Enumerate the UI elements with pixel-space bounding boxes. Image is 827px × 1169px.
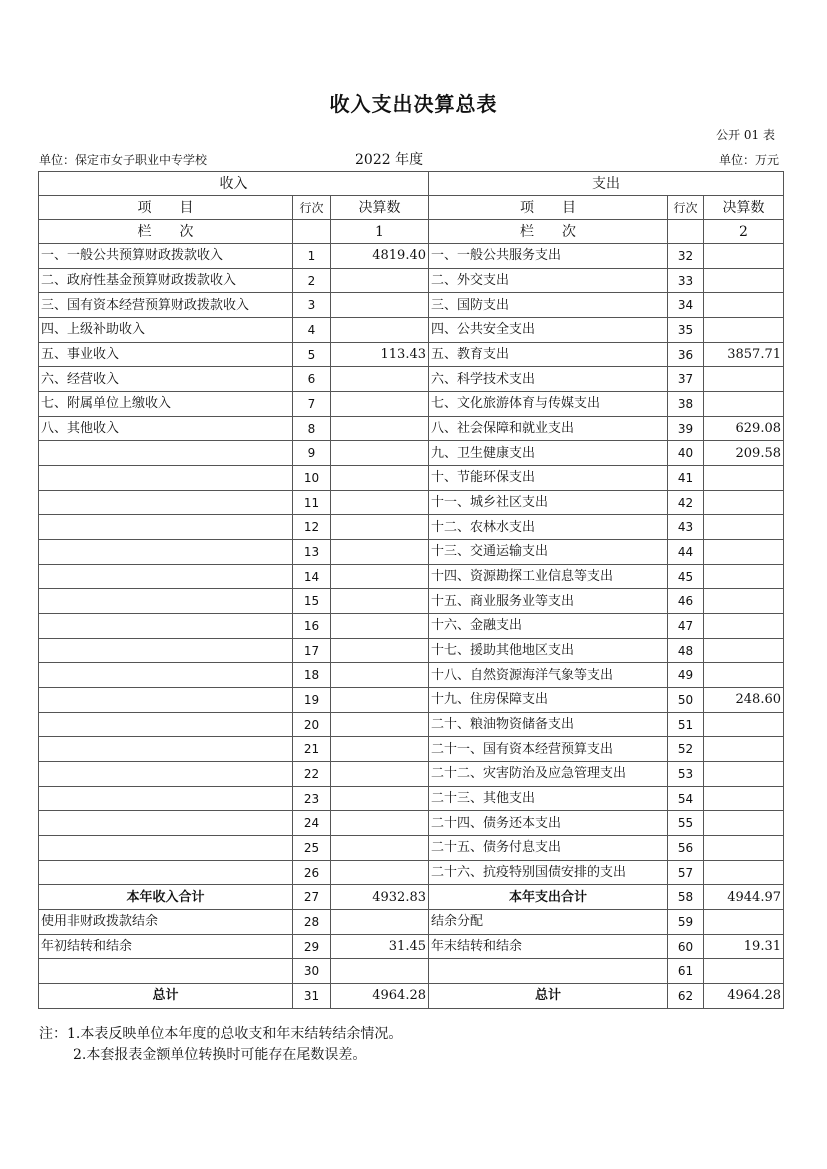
- expense-row-number: 32: [668, 244, 704, 269]
- income-amount: [331, 663, 429, 688]
- income-row-number: 24: [293, 811, 331, 836]
- expense-amount: [704, 836, 784, 861]
- expense-amount: 4964.28: [704, 984, 784, 1009]
- table-row: [39, 416, 784, 441]
- income-amount: [331, 268, 429, 293]
- income-item: 使用非财政拨款结余: [39, 910, 293, 935]
- table-row: [39, 663, 784, 688]
- expense-lanci-label: 栏 次: [429, 220, 668, 244]
- expense-amount: [704, 638, 784, 663]
- income-item: [39, 638, 293, 663]
- income-row-number: 13: [293, 540, 331, 565]
- expense-item: 十七、援助其他地区支出: [429, 638, 668, 663]
- income-amount: [331, 688, 429, 713]
- income-amount: [331, 540, 429, 565]
- income-row-number: 9: [293, 441, 331, 466]
- expense-amount: [704, 318, 784, 343]
- income-item: [39, 737, 293, 762]
- table-body: [39, 244, 784, 1009]
- income-item: [39, 589, 293, 614]
- section-header-row: [39, 172, 784, 196]
- income-column-number: 1: [331, 220, 429, 244]
- expense-item: 三、国防支出: [429, 293, 668, 318]
- income-row-number: 7: [293, 392, 331, 417]
- table-row: [39, 392, 784, 417]
- expense-amount: [704, 589, 784, 614]
- expense-row-number: 51: [668, 712, 704, 737]
- expense-item: [429, 959, 668, 984]
- expense-row-number: 53: [668, 762, 704, 787]
- table-row: [39, 984, 784, 1009]
- expense-row-number: 34: [668, 293, 704, 318]
- table-row: [39, 934, 784, 959]
- income-row-number: 31: [293, 984, 331, 1009]
- income-amount: [331, 712, 429, 737]
- income-row-number: 10: [293, 466, 331, 491]
- reporting-unit: 单位：保定市女子职业中专学校: [39, 153, 208, 167]
- expense-amount: [704, 959, 784, 984]
- table-row: [39, 342, 784, 367]
- expense-row-number: 60: [668, 934, 704, 959]
- income-item: [39, 688, 293, 713]
- income-row-number: 30: [293, 959, 331, 984]
- expense-amount: [704, 762, 784, 787]
- expense-row-number: 46: [668, 589, 704, 614]
- income-lanci-label: 栏 次: [39, 220, 293, 244]
- income-amount: [331, 836, 429, 861]
- page-title: 收入支出决算总表: [329, 92, 498, 116]
- income-row-number: 5: [293, 342, 331, 367]
- expense-item: 四、公共安全支出: [429, 318, 668, 343]
- expense-row-number: 62: [668, 984, 704, 1009]
- expense-row-number: 33: [668, 268, 704, 293]
- income-amount: 4964.28: [331, 984, 429, 1009]
- expense-lanci-empty: [668, 220, 704, 244]
- footnotes: [39, 1024, 402, 1066]
- income-row-number: 18: [293, 663, 331, 688]
- expense-item: 十、节能环保支出: [429, 466, 668, 491]
- expense-item: 一、一般公共服务支出: [429, 244, 668, 269]
- expense-amount: [704, 293, 784, 318]
- income-row-number: 12: [293, 515, 331, 540]
- expense-item: 二十一、国有资本经营预算支出: [429, 737, 668, 762]
- expense-row-number: 36: [668, 342, 704, 367]
- expense-row-number: 38: [668, 392, 704, 417]
- income-row-number: 3: [293, 293, 331, 318]
- income-item-header: 项 目: [39, 196, 293, 220]
- income-item: [39, 441, 293, 466]
- income-lanci-empty: [293, 220, 331, 244]
- expense-amount: [704, 910, 784, 935]
- expense-amount: [704, 540, 784, 565]
- income-amount: [331, 860, 429, 885]
- income-amount: [331, 515, 429, 540]
- expense-row-number: 48: [668, 638, 704, 663]
- note-1: 注：1.本表反映单位本年度的总收支和年末结转结余情况。: [39, 1026, 403, 1042]
- expense-row-number: 56: [668, 836, 704, 861]
- table-row: [39, 540, 784, 565]
- table-row: [39, 786, 784, 811]
- income-item: [39, 762, 293, 787]
- income-row-number: 22: [293, 762, 331, 787]
- income-item: [39, 786, 293, 811]
- income-amount: [331, 416, 429, 441]
- expense-amount: [704, 712, 784, 737]
- income-row-number: 21: [293, 737, 331, 762]
- income-item: [39, 959, 293, 984]
- table-row: [39, 737, 784, 762]
- expense-row-number: 47: [668, 614, 704, 639]
- income-amount-header: 决算数: [331, 196, 429, 220]
- income-item: [39, 836, 293, 861]
- income-item: 本年收入合计: [39, 885, 293, 910]
- income-row-number: 14: [293, 564, 331, 589]
- income-item: 六、经营收入: [39, 367, 293, 392]
- income-row-number: 20: [293, 712, 331, 737]
- income-amount: [331, 589, 429, 614]
- expense-column-number: 2: [704, 220, 784, 244]
- table-row: [39, 441, 784, 466]
- income-row-number: 6: [293, 367, 331, 392]
- table-row: [39, 885, 784, 910]
- income-row-number: 26: [293, 860, 331, 885]
- table-row: [39, 811, 784, 836]
- fiscal-year: 2022 年度: [355, 152, 424, 168]
- expense-amount: [704, 244, 784, 269]
- expense-item: 二十三、其他支出: [429, 786, 668, 811]
- income-item: 二、政府性基金预算财政拨款收入: [39, 268, 293, 293]
- expense-row-number: 50: [668, 688, 704, 713]
- expense-item: 五、教育支出: [429, 342, 668, 367]
- table-row: [39, 589, 784, 614]
- income-item: [39, 540, 293, 565]
- table-row: [39, 860, 784, 885]
- expense-amount: [704, 811, 784, 836]
- expense-amount: [704, 490, 784, 515]
- income-amount: [331, 441, 429, 466]
- table-row: [39, 244, 784, 269]
- income-row-number: 17: [293, 638, 331, 663]
- expense-row-number: 55: [668, 811, 704, 836]
- expense-item: 二十六、抗疫特别国债安排的支出: [429, 860, 668, 885]
- income-item: [39, 564, 293, 589]
- expense-item: 二十、粮油物资储备支出: [429, 712, 668, 737]
- expense-amount-header: 决算数: [704, 196, 784, 220]
- currency-unit: 单位：万元: [718, 153, 779, 167]
- income-amount: [331, 367, 429, 392]
- income-row-number: 28: [293, 910, 331, 935]
- expense-item: 十五、商业服务业等支出: [429, 589, 668, 614]
- expense-row-number: 39: [668, 416, 704, 441]
- income-amount: [331, 910, 429, 935]
- expense-item: 十四、资源勘探工业信息等支出: [429, 564, 668, 589]
- income-item: 总计: [39, 984, 293, 1009]
- income-amount: [331, 614, 429, 639]
- income-row-no-header: 行次: [293, 196, 331, 220]
- expense-section-header: 支出: [429, 172, 784, 196]
- expense-amount: 248.60: [704, 688, 784, 713]
- expense-item: 十八、自然资源海洋气象等支出: [429, 663, 668, 688]
- table-row: [39, 268, 784, 293]
- table-row: [39, 638, 784, 663]
- expense-row-number: 41: [668, 466, 704, 491]
- income-item: 四、上级补助收入: [39, 318, 293, 343]
- income-amount: [331, 490, 429, 515]
- expense-amount: [704, 663, 784, 688]
- expense-row-number: 61: [668, 959, 704, 984]
- income-item: [39, 466, 293, 491]
- table-row: [39, 564, 784, 589]
- expense-item: 二十四、债务还本支出: [429, 811, 668, 836]
- table-row: [39, 688, 784, 713]
- income-row-number: 27: [293, 885, 331, 910]
- expense-item: 二十二、灾害防治及应急管理支出: [429, 762, 668, 787]
- table-row: [39, 614, 784, 639]
- income-amount: 4932.83: [331, 885, 429, 910]
- expense-item: 八、社会保障和就业支出: [429, 416, 668, 441]
- table-row: [39, 836, 784, 861]
- expense-row-number: 37: [668, 367, 704, 392]
- expense-amount: [704, 860, 784, 885]
- expense-row-number: 57: [668, 860, 704, 885]
- expense-amount: [704, 515, 784, 540]
- income-row-number: 29: [293, 934, 331, 959]
- expense-item: 总计: [429, 984, 668, 1009]
- column-header-row: [39, 196, 784, 220]
- income-amount: [331, 811, 429, 836]
- expense-amount: 19.31: [704, 934, 784, 959]
- table-row: [39, 762, 784, 787]
- expense-row-number: 54: [668, 786, 704, 811]
- expense-item: 七、文化旅游体育与传媒支出: [429, 392, 668, 417]
- table-row: [39, 712, 784, 737]
- income-section-header: 收入: [39, 172, 429, 196]
- table-row: [39, 515, 784, 540]
- income-item: [39, 490, 293, 515]
- form-number: 公开 01 表: [716, 128, 775, 142]
- expense-item-header: 项 目: [429, 196, 668, 220]
- income-amount: 31.45: [331, 934, 429, 959]
- expense-amount: [704, 268, 784, 293]
- expense-item: 年末结转和结余: [429, 934, 668, 959]
- income-item: 八、其他收入: [39, 416, 293, 441]
- note-2: 2.本套报表金额单位转换时可能存在尾数误差。: [73, 1047, 367, 1063]
- expense-amount: 4944.97: [704, 885, 784, 910]
- expense-row-number: 43: [668, 515, 704, 540]
- expense-amount: [704, 786, 784, 811]
- income-amount: [331, 318, 429, 343]
- expense-row-number: 44: [668, 540, 704, 565]
- income-item: 七、附属单位上缴收入: [39, 392, 293, 417]
- expense-item: 十二、农林水支出: [429, 515, 668, 540]
- table-row: [39, 293, 784, 318]
- expense-item: 十三、交通运输支出: [429, 540, 668, 565]
- income-item: [39, 614, 293, 639]
- expense-item: 本年支出合计: [429, 885, 668, 910]
- income-row-number: 23: [293, 786, 331, 811]
- income-row-number: 8: [293, 416, 331, 441]
- expense-item: 九、卫生健康支出: [429, 441, 668, 466]
- table-row: [39, 910, 784, 935]
- expense-amount: [704, 564, 784, 589]
- expense-item: 十一、城乡社区支出: [429, 490, 668, 515]
- income-item: [39, 663, 293, 688]
- income-row-number: 16: [293, 614, 331, 639]
- income-row-number: 4: [293, 318, 331, 343]
- expense-amount: 629.08: [704, 416, 784, 441]
- income-amount: [331, 762, 429, 787]
- income-amount: [331, 564, 429, 589]
- expense-row-number: 40: [668, 441, 704, 466]
- expense-amount: [704, 392, 784, 417]
- income-row-number: 2: [293, 268, 331, 293]
- expense-amount: 209.58: [704, 441, 784, 466]
- table-row: [39, 466, 784, 491]
- income-item: 五、事业收入: [39, 342, 293, 367]
- income-amount: [331, 466, 429, 491]
- income-row-number: 11: [293, 490, 331, 515]
- expense-item: 六、科学技术支出: [429, 367, 668, 392]
- expense-row-no-header: 行次: [668, 196, 704, 220]
- expense-amount: 3857.71: [704, 342, 784, 367]
- income-item: 三、国有资本经营预算财政拨款收入: [39, 293, 293, 318]
- income-row-number: 19: [293, 688, 331, 713]
- expense-item: 二、外交支出: [429, 268, 668, 293]
- expense-row-number: 35: [668, 318, 704, 343]
- income-amount: 113.43: [331, 342, 429, 367]
- income-row-number: 1: [293, 244, 331, 269]
- expense-item: 十九、住房保障支出: [429, 688, 668, 713]
- table-row: [39, 959, 784, 984]
- income-item: 一、一般公共预算财政拨款收入: [39, 244, 293, 269]
- income-row-number: 25: [293, 836, 331, 861]
- income-item: [39, 515, 293, 540]
- income-row-number: 15: [293, 589, 331, 614]
- income-amount: [331, 293, 429, 318]
- expense-item: 十六、金融支出: [429, 614, 668, 639]
- income-item: 年初结转和结余: [39, 934, 293, 959]
- table-row: [39, 490, 784, 515]
- expense-row-number: 49: [668, 663, 704, 688]
- income-amount: 4819.40: [331, 244, 429, 269]
- table-row: [39, 367, 784, 392]
- income-item: [39, 860, 293, 885]
- expense-row-number: 58: [668, 885, 704, 910]
- income-amount: [331, 392, 429, 417]
- income-item: [39, 811, 293, 836]
- expense-amount: [704, 367, 784, 392]
- expense-row-number: 45: [668, 564, 704, 589]
- expense-amount: [704, 614, 784, 639]
- expense-row-number: 52: [668, 737, 704, 762]
- income-amount: [331, 737, 429, 762]
- expense-item: 结余分配: [429, 910, 668, 935]
- budget-summary-table: [38, 171, 784, 1009]
- income-amount: [331, 786, 429, 811]
- expense-amount: [704, 466, 784, 491]
- table-row: [39, 318, 784, 343]
- column-number-row: [39, 220, 784, 244]
- expense-item: 二十五、债务付息支出: [429, 836, 668, 861]
- expense-amount: [704, 737, 784, 762]
- expense-row-number: 59: [668, 910, 704, 935]
- income-amount: [331, 959, 429, 984]
- expense-row-number: 42: [668, 490, 704, 515]
- income-item: [39, 712, 293, 737]
- income-amount: [331, 638, 429, 663]
